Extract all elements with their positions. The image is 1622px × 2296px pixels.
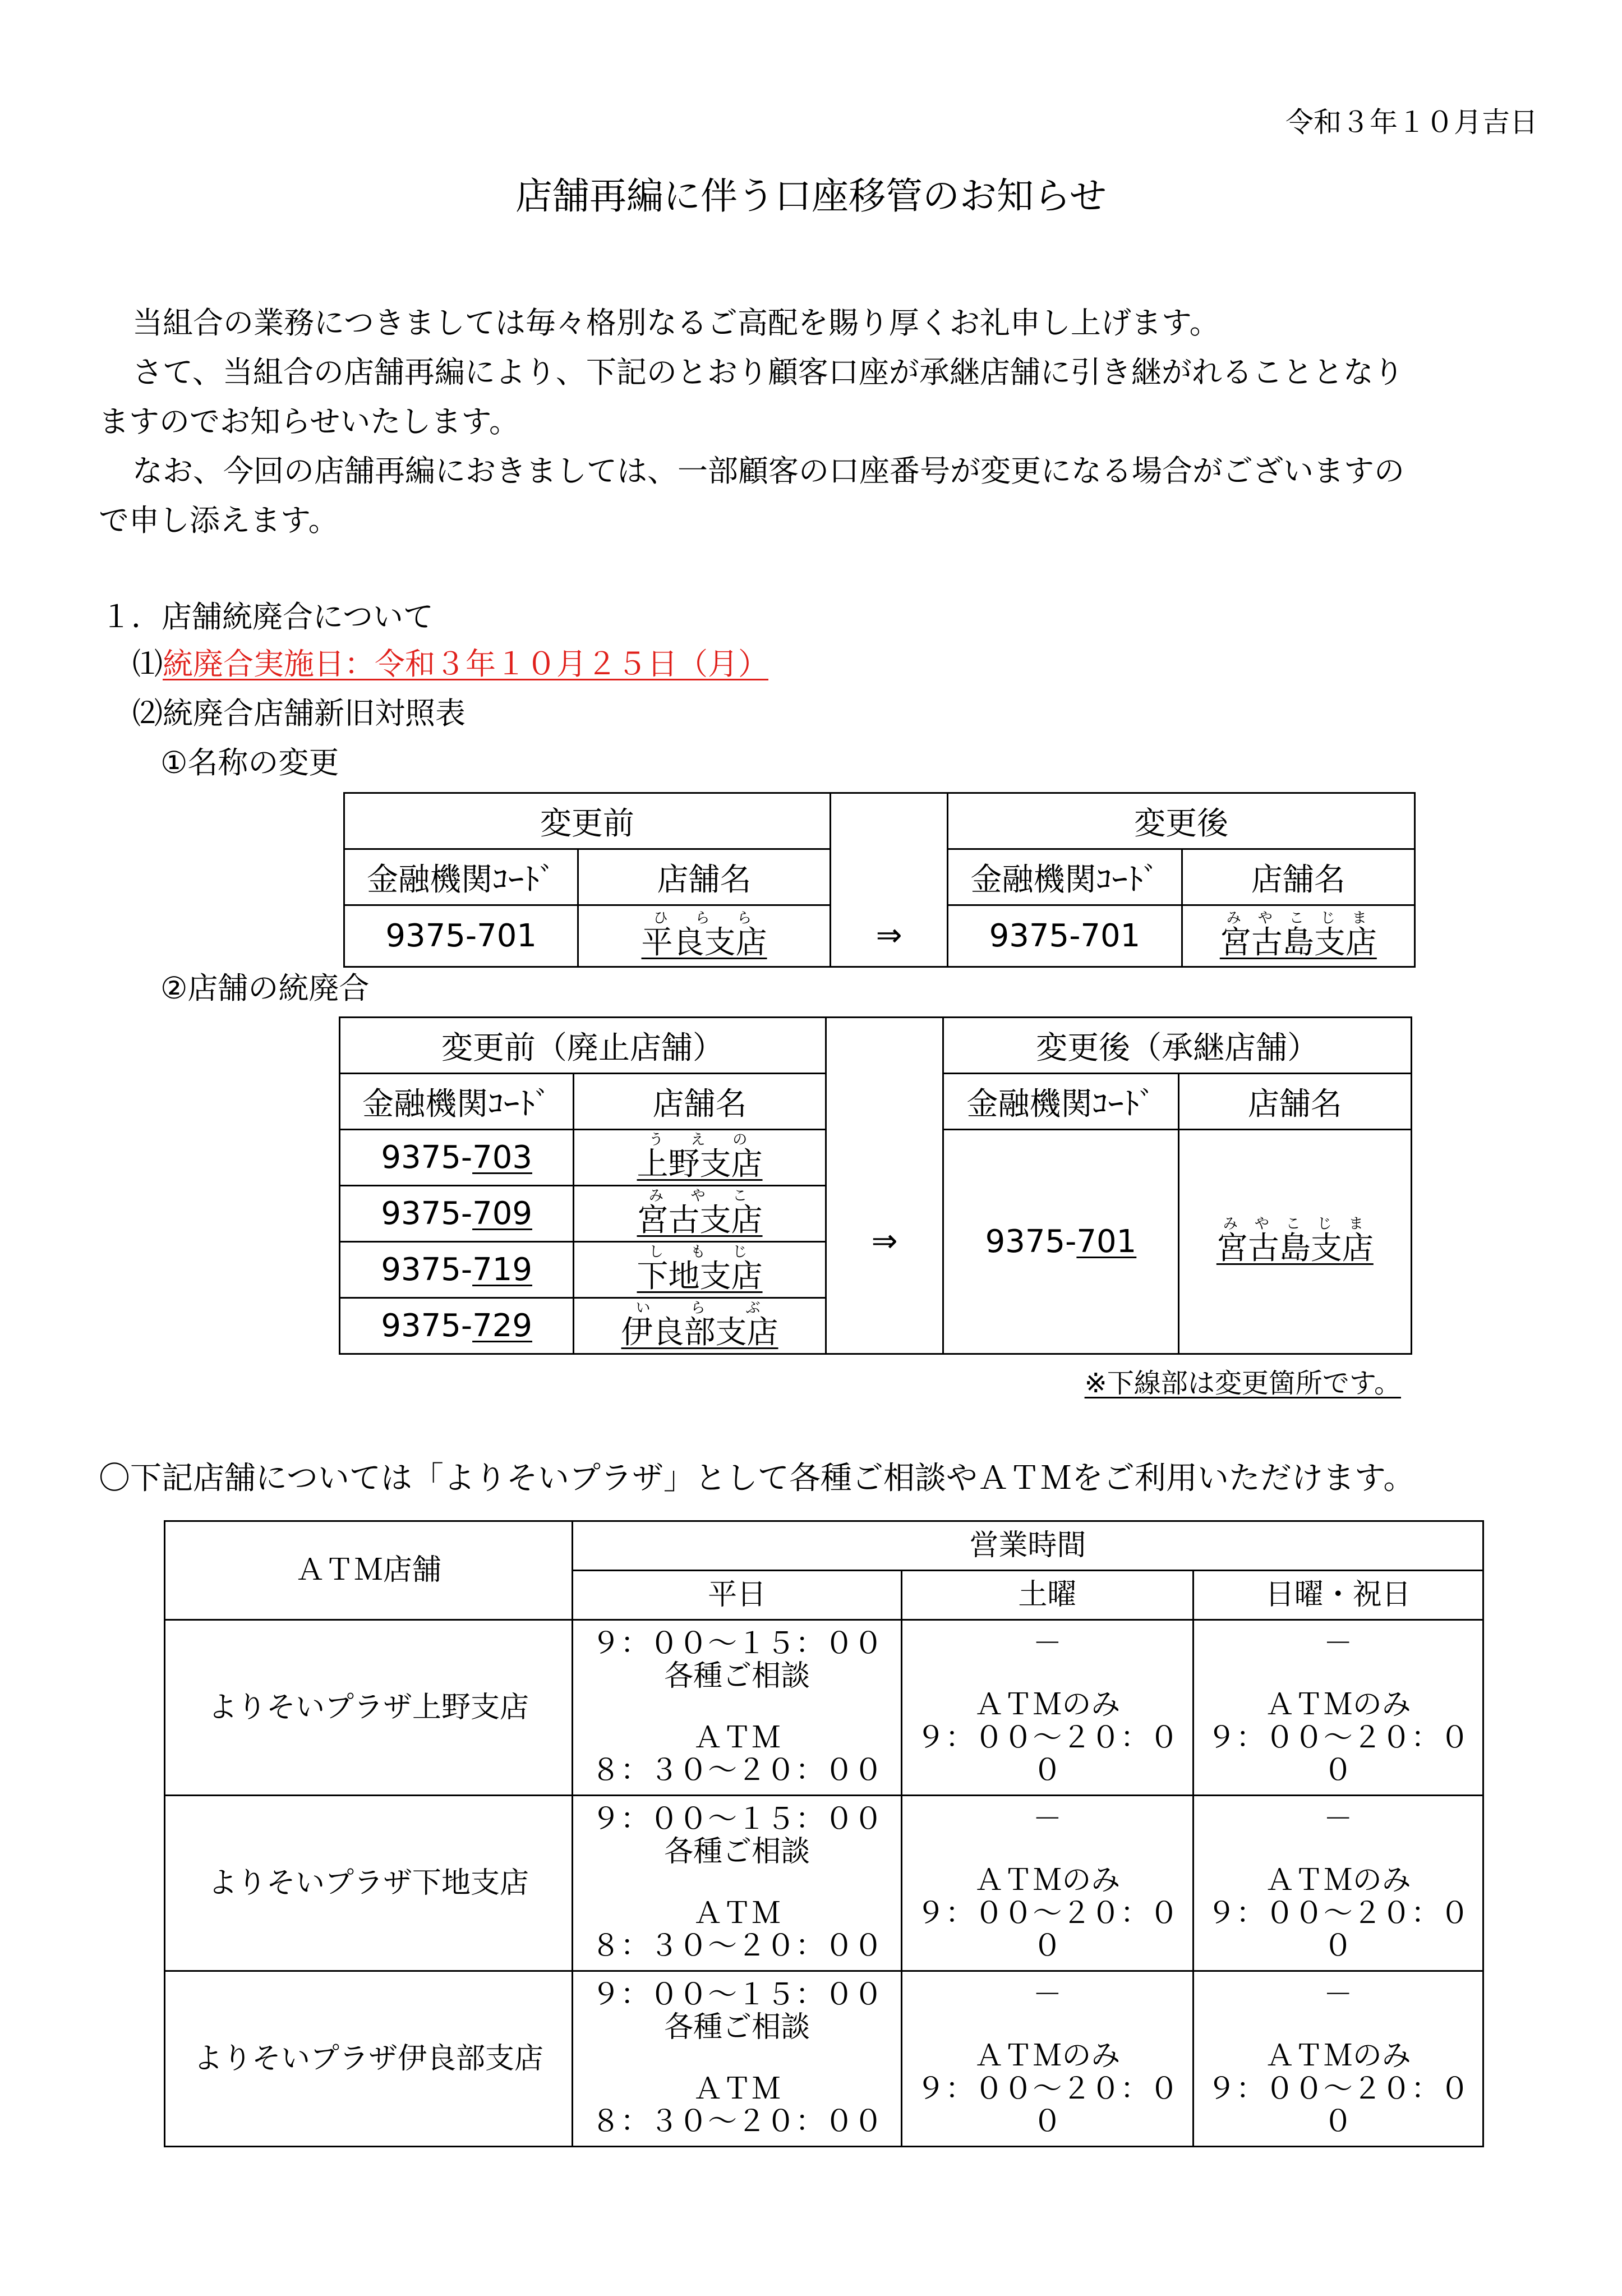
rename-table: [343, 792, 1416, 968]
table-row: [165, 1620, 1483, 1796]
rename-arrow: ⇒: [830, 905, 948, 967]
merge-old-name-4: 伊良部支店いらぶ: [574, 1298, 826, 1354]
merge-old-code-4: 9375-729: [340, 1298, 574, 1354]
merge-arrow-spacer: [826, 1018, 943, 1130]
merge-old-name-2: 宮古支店みやこ: [574, 1186, 826, 1242]
intro-line-1: 当組合の業務につきましては毎々格別なるご高配を賜り厚くお礼申し上げます。: [132, 305, 1220, 341]
hours-header: 営業時間: [572, 1521, 1483, 1571]
merge-new-code-header: 金融機関ｺｰﾄﾞ: [943, 1074, 1178, 1130]
merge-old-code-2: 9375-709: [340, 1186, 574, 1242]
store-name: よりそいプラザ伊良部支店: [165, 1971, 573, 2147]
sunday-hours: － ＡＴＭのみ ９：００～２０：００: [1193, 1620, 1483, 1796]
weekday-header: 平日: [572, 1571, 901, 1620]
rename-old-code-header: 金融機関ｺｰﾄﾞ: [344, 849, 578, 905]
merge-old-code-3: 9375-719: [340, 1242, 574, 1298]
weekday-hours: ９：００～１５：００ 各種ご相談 ＡＴＭ ８：３０～２０：００: [572, 1971, 901, 2147]
saturday-hours: － ＡＴＭのみ ９：００～２０：００: [902, 1796, 1193, 1971]
merge-table: [339, 1016, 1412, 1355]
weekday-hours: ９：００～１５：００ 各種ご相談 ＡＴＭ ８：３０～２０：００: [572, 1796, 901, 1971]
item-2-text: 統廃合店舗新旧対照表: [163, 696, 466, 731]
merge-old-name-3: 下地支店しもじ: [574, 1242, 826, 1298]
implementation-date: 統廃合実施日：令和３年１０月２５日（月）: [163, 646, 768, 682]
hours-table: [164, 1520, 1484, 2147]
store-name: よりそいプラザ下地支店: [165, 1796, 573, 1971]
rename-arrow-spacer: [830, 793, 948, 905]
merge-new-name: 宮古島支店みやこじま: [1178, 1130, 1411, 1354]
underline-note: ※下線部は変更箇所です。: [1084, 1368, 1401, 1399]
item-1-prefix: ⑴: [132, 646, 163, 682]
item-1: [132, 646, 768, 683]
rename-before-header: 変更前: [344, 793, 831, 849]
merge-old-code-header: 金融機関ｺｰﾄﾞ: [340, 1074, 574, 1130]
issue-date: 令和３年１０月吉日: [1285, 106, 1538, 139]
section-heading: １．店舗統廃合について: [101, 599, 434, 634]
rename-new-code-header: 金融機関ｺｰﾄﾞ: [948, 849, 1182, 905]
sunday-hours: － ＡＴＭのみ ９：００～２０：００: [1193, 1971, 1483, 2147]
saturday-hours: － ＡＴＭのみ ９：００～２０：００: [902, 1620, 1193, 1796]
sunday-hours: － ＡＴＭのみ ９：００～２０：００: [1193, 1796, 1483, 1971]
merge-old-name-header: 店舗名: [574, 1074, 826, 1130]
plaza-intro: 〇下記店舗については「よりそいプラザ」として各種ご相談やＡＴＭをご利用いただけます。: [99, 1460, 1415, 1497]
page-title: 店舗再編に伴う口座移管のお知らせ: [515, 174, 1107, 218]
merge-new-name-header: 店舗名: [1178, 1074, 1411, 1130]
rename-old-name-header: 店舗名: [578, 849, 830, 905]
subheading-merge: ②店舗の統廃合: [160, 970, 370, 1006]
table-row: [165, 1796, 1483, 1971]
weekday-hours: ９：００～１５：００ 各種ご相談 ＡＴＭ ８：３０～２０：００: [572, 1620, 901, 1796]
rename-new-name-header: 店舗名: [1182, 849, 1414, 905]
merge-new-code: 9375-701: [943, 1130, 1178, 1354]
merge-arrow: ⇒: [826, 1130, 943, 1354]
merge-after-header: 変更後（承継店舗）: [943, 1018, 1412, 1074]
table-row: [165, 1971, 1483, 2147]
saturday-hours: － ＡＴＭのみ ９：００～２０：００: [902, 1971, 1193, 2147]
rename-new-name: 宮古島支店みやこじま: [1182, 905, 1414, 967]
intro-line-3: ますのでお知らせいたします。: [99, 404, 520, 439]
subheading-rename: ①名称の変更: [160, 745, 339, 780]
rename-old-name: 平良支店ひらら: [578, 905, 830, 967]
rename-after-header: 変更後: [948, 793, 1415, 849]
intro-line-2: さて、当組合の店舗再編により、下記のとおり顧客口座が承継店舗に引き継がれることとなり: [132, 355, 1404, 390]
intro-line-4: なお、今回の店舗再編におきましては、一部顧客の口座番号が変更になる場合がございますの: [132, 453, 1404, 489]
item-2: [132, 696, 466, 732]
saturday-header: 土曜: [902, 1571, 1193, 1620]
merge-old-code-1: 9375-703: [340, 1130, 574, 1186]
merge-old-name-1: 上野支店うえの: [574, 1130, 826, 1186]
intro-line-5: で申し添えます。: [99, 503, 339, 538]
merge-before-header: 変更前（廃止店舗）: [340, 1018, 826, 1074]
sunday-header: 日曜・祝日: [1193, 1571, 1483, 1620]
rename-new-code: 9375-701: [948, 905, 1182, 967]
rename-old-code: 9375-701: [344, 905, 578, 967]
item-2-prefix: ⑵: [132, 696, 163, 731]
store-header: ＡＴＭ店舗: [165, 1521, 573, 1620]
store-name: よりそいプラザ上野支店: [165, 1620, 573, 1796]
